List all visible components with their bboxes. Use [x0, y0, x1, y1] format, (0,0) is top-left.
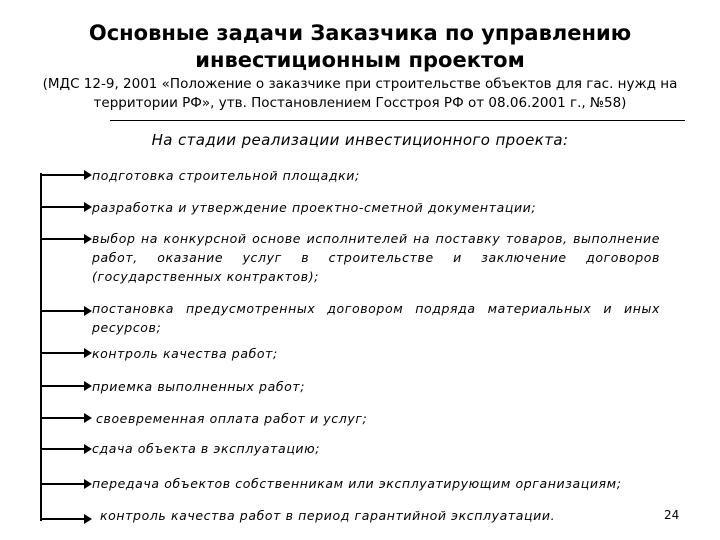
task-item: контроль качества работ в период гарантийной эксплуатации. [100, 508, 556, 523]
divider-line [110, 120, 685, 121]
task-item: постановка предусмотренных договором подряда материальных и иных ресурсов; [92, 301, 660, 335]
arrow-icon [41, 448, 85, 450]
arrow-icon [41, 483, 85, 485]
arrow-icon [41, 238, 85, 240]
task-item: передача объектов собственникам или эксплуатирующим организациям; [92, 476, 622, 491]
arrow-icon [41, 417, 85, 419]
task-item: выбор на конкурсной основе исполнителей на поставку товаров, выполнение работ, оказание услуг в строительстве и заключение договоров (государственных контрактов); [92, 231, 660, 284]
task-item: подготовка строительной площадки; [92, 168, 360, 183]
stage-heading: На стадии реализации инвестиционного проекта: [151, 131, 569, 149]
arrow-icon [41, 206, 85, 208]
task-item: разработка и утверждение проектно-сметной документации; [92, 200, 537, 215]
task-item: приемка выполненных работ; [92, 379, 306, 394]
task-item: сдача объекта в эксплуатацию; [92, 441, 321, 456]
arrow-icon [41, 385, 85, 387]
task-list-connector [40, 173, 42, 521]
arrow-icon [41, 518, 85, 520]
slide-subtitle: (МДС 12-9, 2001 «Положение о заказчике при строительстве объектов для гас. нужд на территории РФ», утв. Постановлением Госстроя РФ от 08.06.2001 г., №58) [42, 76, 678, 111]
arrow-icon [41, 310, 85, 312]
arrow-icon [41, 352, 85, 354]
task-item: контроль качества работ; [92, 346, 278, 361]
task-item: своевременная оплата работ и услуг; [96, 411, 368, 426]
arrow-icon [41, 174, 85, 176]
page-number: 24 [664, 508, 680, 522]
slide-title: Основные задачи Заказчика по управлению инвестиционным проектом [88, 21, 632, 72]
